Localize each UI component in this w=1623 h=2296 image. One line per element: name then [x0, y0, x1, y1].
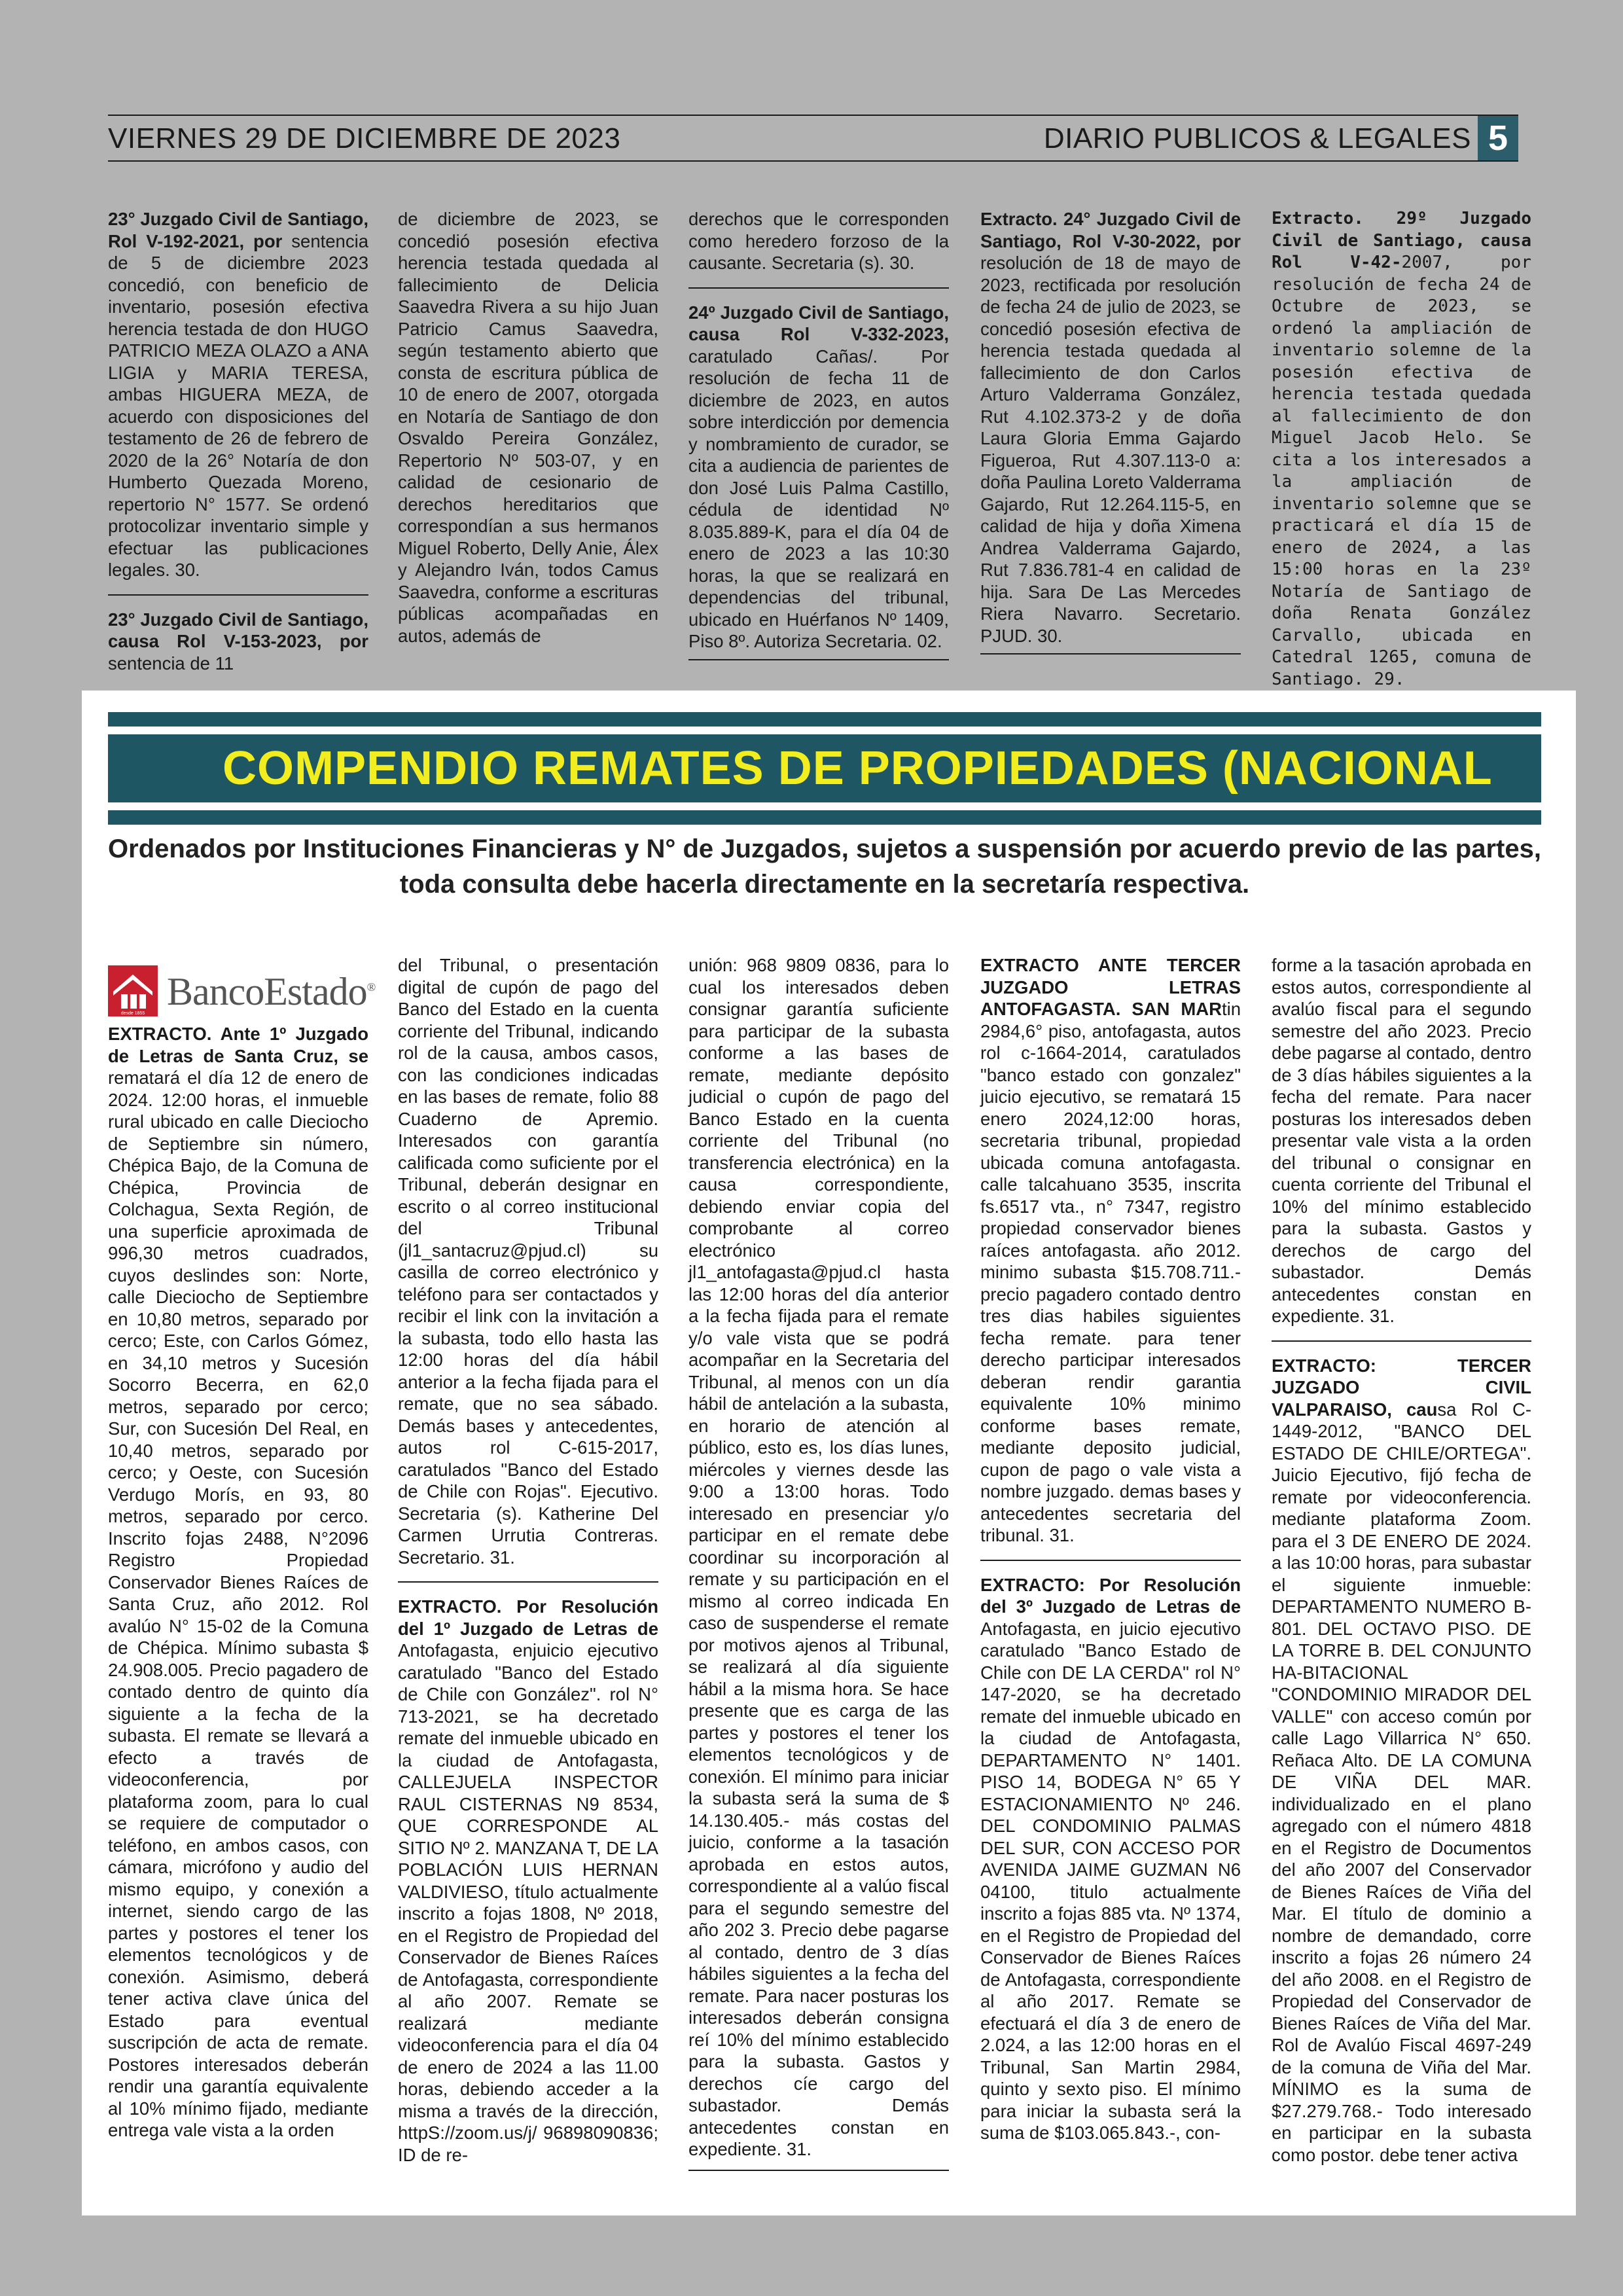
bottom-column-3 [688, 954, 949, 2171]
notice [1272, 1355, 1531, 2166]
top-column-3 [688, 208, 949, 660]
top-notices [108, 208, 1531, 689]
top-column-1 [108, 208, 368, 674]
notice-divider [688, 659, 949, 660]
page-header [108, 115, 1518, 162]
notice-body: de diciembre de 2023, se concedió posesión efectiva herencia testada quedada al fallecimiento de Delicia Saavedra Rivera a su hijo Juan Patricio Camus Saavedra, según testamento abierto que consta de escritura pública de 10 de enero de 2007, otorgada en Notaría de Santiago de don Osvaldo Pereira González, Repertorio Nº 503-07, y en calidad de cesionario de derechos hereditarios que correspondían a sus hermanos Miguel Roberto, Delly Anie, Álex y Alejandro Iván, todos Camus Saavedra, conforme a escrituras públicas acompañadas en autos, además de [398, 209, 658, 646]
bottom-column-1 [108, 1023, 368, 2142]
notice-divider [688, 2170, 949, 2171]
notice [108, 1023, 368, 2142]
notice [980, 208, 1241, 647]
notice-body: sa Rol C-1449-2012, "BANCO DEL ESTADO DE CHILE/ORTEGA". Juicio Ejecutivo, fijó fecha de remate por videoconferencia. mediante plataforma Zoom. para el 3 DE ENERO DE 2024. a las 10:00 horas, para subastar el siguiente inmueble: DEPARTAMENTO NUMERO B-801. DEL OCTAVO PISO. DE LA TORRE B. DEL CONJUNTO HA-BITACIONAL "CONDOMINIO MIRADOR DEL VALLE" con acceso común por calle Lago Villarrica N° 650. Reñaca Alto. DE LA COMUNA DE VIÑA DEL MAR. individualizado en el plano agregado con el número 4818 en el Registro de Documentos del año 2007 del Conservador de Bienes Raíces de Viña del Mar. El título de dominio a nombre de demandado, corre inscrito a fojas 26 número 24 del año 2008. en el Registro de Propiedad del Conservador de Bienes Raíces de Viña del Mar. Rol de Avalúo Fiscal 4697-249 de la comuna de Viña del Mar. MÍNIMO es la suma de $27.279.768.- Todo interesado en participar en la subasta como postor. debe tener activa [1272, 1399, 1531, 2165]
notice-body: tin 2984,6° piso, antofagasta, autos rol c-1664-2014, caratulados "banco estado con gonzalez" juicio ejecutivo, se rematará 15 enero 2024,12:00 horas, secretaria tribunal, propiedad ubicada comuna antofagasta. calle talcahuano 3535, inscrita fs.6517 vta., n° 7347, registro propiedad conservador bienes raíces antofagasta. año 2012. minimo subasta $15.708.711.- precio pagadero contado dentro tres dias habiles siguientes fecha remate. para tener derecho participar interesados deberan rendir garantia equivalente 10% minimo conforme bases remate, mediante deposito judicial, cupon de pago o vale vista a nombre juzgado. demas bases y antecedentes secretaria del tribunal. 31. [980, 999, 1241, 1545]
notice-body: resolución de 18 de mayo de 2023, rectificada por resolución de fecha 24 de julio de 2023, se concedió posesión efectiva de herencia testada quedada al fallecimiento de don Carlos Arturo Valderrama González, Rut 4.102.373-2 y de doña Laura Gloria Emma Gajardo Figueroa, Rut 4.307.113-0 a: doña Paulina Loreto Valderrama Gajardo, Rut 12.264.115-5, en calidad de hija y doña Ximena Andrea Valderrama Gajardo, Rut 7.836.781-4 en calidad de hija. Sara De Las Mercedes Riera Navarro. Secretario. PJUD. 30. [980, 253, 1241, 646]
notice [688, 302, 949, 653]
notice-heading: 24º Juzgado Civil de Santiago, causa Rol V-332-2023, [688, 302, 949, 344]
notice-body: forme a la tasación aprobada en estos autos, correspondiente al avalúo fiscal para el segundo semestre del año 2023. Precio debe pagarse al contado, dentro de 3 días hábiles siguientes a la fecha del remate. Para nacer posturas los interesados deben presentar vale vista a la orden del tribunal o consignar en cuenta corriente del Tribunal el 10% del mínimo establecido para la subasta. Gastos y derechos de cargo del subastador. Demás antecedentes constan en expediente. 31. [1272, 955, 1531, 1326]
notice-heading: EXTRACTO. Por Resolución del 1º Juzgado de Letras de [398, 1596, 658, 1639]
notice-body: del Tribunal, o presentación digital de cupón de pago del Banco del Estado en la cuenta corriente del Tribunal, indicando rol de la causa, ambos casos, con las condiciones indicadas en las bases de remate, folio 88 Cuaderno de Apremio. Interesados con garantía calificada como suficiente por el Tribunal, deberán designar en escrito o al correo institucional del Tribunal (jl1_santacruz@pjud.cl) su casilla de correo electrónico y teléfono para ser contactados y recibir el link con la invitación a la subasta, todo ello hasta las 12:00 horas del día hábil anterior a la fecha fijada para el remate, que no sea sábado. Demás bases y antecedentes, autos rol C-615-2017, caratulados "Banco del Estado de Chile con Rojas". Ejecutivo. Secretaria (s). Katherine Del Carmen Urrutia Contreras. Secretario. 31. [398, 955, 658, 1568]
banner-stripe [108, 712, 1541, 726]
notice-heading: EXTRACTO: TERCER JUZGADO CIVIL VALPARAISO, cau [1272, 1355, 1531, 1420]
bancoestado-logo-mark-icon [108, 965, 158, 1016]
bancoestado-logo [108, 965, 383, 1024]
notice [398, 1596, 658, 2166]
top-column-5 [1272, 208, 1531, 698]
top-column-4 [980, 208, 1241, 655]
notice-body: Antofagasta, en juicio ejecutivo caratulado "Banco Estado de Chile con DE LA CERDA" rol N° 147-2020, se ha decretado remate del inmueble ubicado en la ciudad de Antofagasta, DEPARTAMENTO N° 1401. PISO 14, BODEGA N° 65 Y ESTACIONAMIENTO Nº 246. DEL CONDOMINIO PALMAS DEL SUR, CON ACCESO POR AVENIDA JAIME GUZMAN N6 04100, titulo actualmente inscrito a fojas 885 vta. Nº 1374, en el Registro de Propiedad del Conservador de Bienes Raíces de Antofagasta, correspondiente al año 2017. Remate se efectuará el día 3 de enero de 2.024, a las 12:00 horas en el Tribunal, San Martin 2984, quinto y sexto piso. El mínimo para iniciar la subasta será la suma de $103.065.843.-, con- [980, 1618, 1241, 2143]
bottom-column-4 [980, 954, 1241, 2144]
notice-heading: 23° Juzgado Civil de Santiago, Rol V-192-2021, por [108, 209, 368, 251]
auction-notices [108, 954, 1531, 2211]
page-number: 5 [1478, 116, 1518, 160]
notice-divider [108, 594, 368, 596]
newspaper-name: DIARIO PUBLICOS & LEGALES [1043, 122, 1471, 154]
bottom-column-5 [1272, 954, 1531, 2166]
notice-body: Antofagasta, enjuicio ejecutivo caratulado "Banco del Estado de Chile con González". rol N° 713-2021, se ha decretado remate del inmueble ubicado en la ciudad de Antofagasta, CALLEJUELA INSPECTOR RAUL CISTERNAS N9 8534, QUE CORRESPONDE AL SITIO Nº 2. MANZANA T, DE LA POBLACIÓN LUIS HERNAN VALDIVIESO, título actualmente inscrito a fojas 1808, Nº 2018, en el Registro de Propiedad del Conservador de Bienes Raíces de Antofagasta, correspondiente al año 2007. Remate se realizará mediante videoconferencia para el día 04 de enero de 2024 a las 11.00 horas, debiendo acceder a la misma a través de la dirección, httpS://zoom.us/j/ 96898090836; ID de re- [398, 1640, 658, 2165]
notice [980, 1574, 1241, 2144]
notice [1272, 208, 1531, 691]
notice-body: sentencia de 5 de diciembre 2023 concedió, con beneficio de inventario, posesión efectiva herencia testada de don HUGO PATRICIO MEZA OLAZO a ANA LIGIA y MARIA TERESA, ambas HIGUERA MEZA, de acuerdo con disposiciones del testamento de 26 de febrero de 2020 de la 26° Notaría de don Humberto Quezada Moreno, repertorio N° 1577. Se ordenó protocolizar inventario simple y efectuar las publicaciones legales. 30. [108, 230, 369, 580]
logo-wordmark: BancoEstado® [167, 970, 376, 1013]
notice-divider [398, 1581, 658, 1583]
notice-heading: 23° Juzgado Civil de Santiago, causa Rol V-153-2023, por [108, 609, 368, 651]
notice-heading: EXTRACTO: Por Resolución del 3º Juzgado de Letras de [980, 1574, 1241, 1617]
notice-heading: EXTRACTO. Ante 1º Juzgado de Letras de Santa Cruz, se [108, 1024, 368, 1066]
section-banner [108, 712, 1541, 823]
notice-heading: Extracto. 29º Juzgado Civil de Santiago, causa Rol V-42- [1272, 209, 1531, 272]
notice-heading: EXTRACTO ANTE TERCER JUZGADO LETRAS ANTOFAGASTA. SAN MAR [980, 955, 1241, 1019]
notice-body: unión: 968 9809 0836, para lo cual los interesados deben consignar garantía suficiente para participar de la subasta conforme a las bases de remate, mediante depósito judicial o cupón de pago del Banco Estado en la cuenta corriente del Tribunal (no transferencia electrónica) en la causa correspondiente, debiendo enviar copia del comprobante al correo electrónico jl1_antofagasta@pjud.cl hasta las 12:00 horas del día anterior a la fecha fijada para el remate y/o vale vista que se podrá acompañar en la Secretaria del Tribunal, al menos con un día hábil de antelación a la subasta, en horario de atención al público, esto es, los días lunes, miércoles y viernes desde las 9:00 a 13:00 horas. Todo interesado en presenciar y/o participar en el remate debe coordinar su incorporación al remate y su participación en el mismo al correo indicada En caso de suspenderse el remate por motivos ajenos al Tribunal, se realizará al día siguiente hábil a la misma hora. Se hace presente que es carga de las partes y postores el tener los elementos tecnológicos y de conexión. El mínimo para iniciar la subasta será la suma de $ 14.130.405.- más costas del juicio, conforme a la tasación aprobada en estos autos, correspondiente al a valúo fiscal para el segundo semestre del año 202 3. Precio debe pagarse al contado, dentro de 3 días hábiles siguientes a la fecha del remate. Para nacer posturas los interesados deberán consigna reí 10% del mínimo establecido para la subasta. Gastos y derechos cíe cargo del subastador. Demás antecedentes constan en expediente. 31. [688, 955, 949, 2159]
notice-divider [980, 653, 1241, 655]
section-subtitle: Ordenados por Instituciones Financieras y N° de Juzgados, sujetos a suspensión por acuerdo previo de las partes, toda consulta debe hacerla directamente en la secretaría respectiva. [108, 834, 1541, 899]
notice-body: rematará el día 12 de enero de 2024. 12:00 horas, el inmueble rural ubicado en calle Dieciocho de Septiembre sin número, Chépica Bajo, de la Comuna de Chépica, Provincia de Colchagua, Sexta Región, de una superficie aproximada de 996,30 metros cuadrados, cuyos deslindes son: Norte, calle Dieciocho de Septiembre en 10,80 metros, separado por cerco; Este, con Carlos Gómez, en 34,10 metros y Sucesión Socorro Becerra, en 62,0 metros, separado por cerco; Sur, con Sucesión Del Real, en 10,40 metros, separado por cerco; y Oeste, con Sucesión Verdugo Morís, en 93, 80 metros, separado por cerco. Inscrito fojas 2488, N°2096 Registro Propiedad Conservador Bienes Raíces de Santa Cruz, año 2012. Rol avalúo N° 15-02 de la Comuna de Chépica. Mínimo subasta $ 24.908.005. Precio pagadero de contado dentro de quinto día siguiente a la fecha de la subasta. El remate se llevará a efecto a través de videoconferencia, por plataforma zoom, para lo cual se requiere de computador o teléfono, en ambos casos, con cámara, micrófono y audio del mismo equipo, y conexión a internet, siendo cargo de las partes y postores el tener los elementos tecnológicos y de conexión. Asimismo, deberá tener activa clave única del Estado para eventual suscripción de acta de remate. Postores interesados deberán rendir una garantía equivalente al 10% mínimo fijado, mediante entrega vale vista a la orden [108, 1067, 368, 2140]
notice [980, 954, 1241, 1547]
logo-tagline: desde 1855 [120, 1011, 145, 1016]
section-title: COMPENDIO REMATES DE PROPIEDADES (NACIONAL [108, 734, 1541, 802]
notice-body: 2007, por resolución de fecha 24 de Octubre de 2023, se ordenó la ampliación de inventario solemne de la posesión efectiva de herencia testada quedada al fallecimiento de don Miguel Jacob Helo. Se cita a los interesados a la ampliación de inventario solemne que se practicará el día 15 de enero de 2024, a las 15:00 horas en la 23º Notaría de Santiago de doña Renata González Carvallo, ubicada en Catedral 1265, comuna de Santiago. 29. [1272, 253, 1531, 689]
notice-divider [1272, 1340, 1531, 1342]
notice [108, 208, 368, 581]
notice-divider [980, 1560, 1241, 1561]
notice-body: caratulado Cañas/. Por resolución de fecha 11 de diciembre de 2023, en autos sobre interdicción por demencia y nombramiento de curador, se cita a audiencia de parientes de don José Luis Palma Castillo, cédula de identidad Nº 8.035.889-K, para el día 04 de enero de 2023 a las 10:30 horas, la que se realizará en dependencias del tribunal, ubicado en Huérfanos Nº 1409, Piso 8º. Autoriza Secretaria. 02. [688, 346, 949, 651]
notice-body: sentencia de 11 [108, 653, 234, 673]
top-column-2 [398, 208, 658, 647]
notice-body: derechos que le corresponden como heredero forzoso de la causante. Secretaria (s). 30. [688, 209, 949, 273]
notice-heading: Extracto. 24° Juzgado Civil de Santiago, Rol V-30-2022, por [980, 209, 1241, 251]
banner-stripe [108, 810, 1541, 825]
notice-divider [688, 287, 949, 289]
issue-date: VIERNES 29 DE DICIEMBRE DE 2023 [108, 122, 621, 154]
bottom-column-2 [398, 954, 658, 2166]
notice [108, 609, 368, 675]
